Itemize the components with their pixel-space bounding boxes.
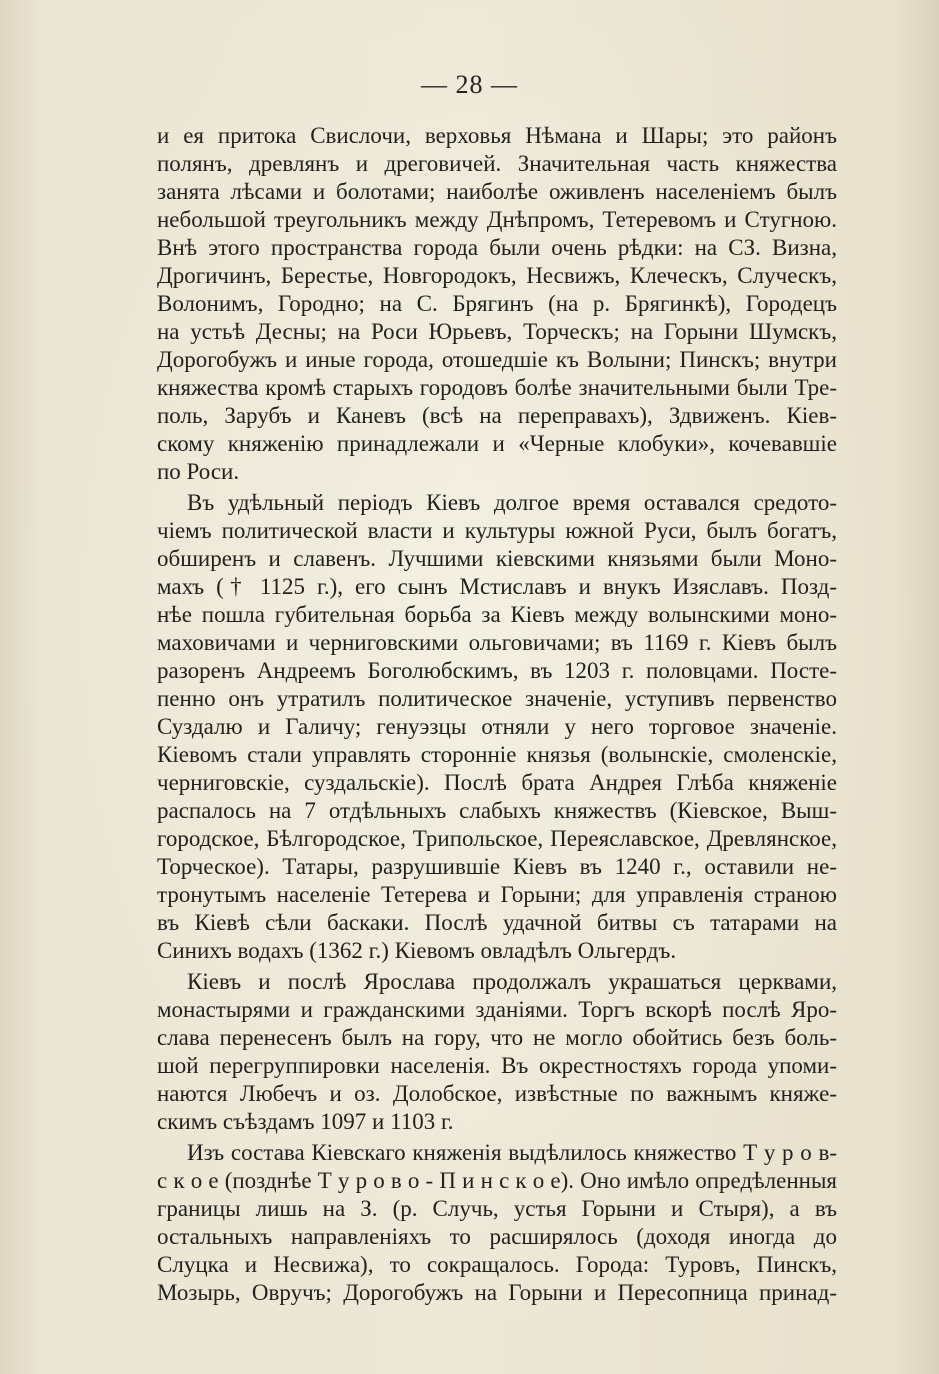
text-line: черниговскіе, суздальскіе). Послѣ брата Андрея Глѣба княженіе [157,770,837,795]
text-line: Кіевъ и послѣ Ярослава продолжалъ украшаться церквами, [187,969,837,994]
text-line: границы лишь на З. (р. Случь, устья Горыни и Стыря), а въ [157,1196,837,1221]
text-line: и ея притока Свислочи, верховья Нѣмана и Шары; это районъ [157,123,837,148]
text-line: на устьѣ Десны; на Роси Юрьевъ, Торческъ; на Горыни Шумскъ, [157,319,837,344]
text-line: небольшой треугольникъ между Днѣпромъ, Тетеревомъ и Стугною. [157,207,837,232]
text-line: въ Кіевѣ сѣли баскаки. Послѣ удачной битвы съ татарами на [157,910,837,935]
text-line: монастырями и гражданскими зданіями. Торгъ вскорѣ послѣ Яро- [157,997,837,1022]
text-line: Дорогобужъ и иные города, отошедшіе къ Волыни; Пинскъ; внутри [157,347,837,372]
text-line: остальныхъ направленіяхъ то расширялось (доходя иногда до [157,1224,837,1249]
text-line: с к о е (позднѣе Т у р о в о - П и н с к о е). Оно имѣло опредѣленныя [157,1168,837,1193]
text-line: маховичами и черниговскими ольговичами; въ 1169 г. Кіевъ былъ [157,630,837,655]
text-line: чіемъ политической власти и культуры южной Руси, былъ богатъ, [157,518,837,543]
text-line: Слуцка и Несвижа), то сокращалось. Города: Туровъ, Пинскъ, [157,1252,837,1277]
text-line: Торческое). Татары, разрушившіе Кіевъ въ 1240 г., оставили не- [157,854,837,879]
text-body [157,122,837,1307]
text-line: тронутымъ населеніе Тетерева и Горыни; для управленія страною [157,882,837,907]
text-line: Волонимъ, Городно; на С. Брягинъ (на р. Брягинкѣ), Городецъ [157,291,837,316]
paragraph-1 [157,122,837,486]
paragraph-3 [157,968,837,1136]
text-line: распалось на 7 отдѣльныхъ слабыхъ княжествъ (Кіевское, Выш- [157,798,837,823]
text-line: Изъ состава Кіевскаго княженія выдѣлилось княжество Т у р о в- [187,1140,837,1165]
text-line: скимъ съѣздамъ 1097 и 1103 г. [157,1109,454,1134]
text-line: скому княженію принадлежали и «Черные клобуки», кочевавшіе [157,431,837,456]
text-line: разоренъ Андреемъ Боголюбскимъ, въ 1203 г. половцами. Посте- [157,658,837,683]
text-line: Въ удѣльный періодъ Кіевъ долгое время оставался средото- [187,490,837,515]
text-line: Суздалю и Галичу; генуэзцы отняли у него торговое значеніе. [157,714,837,739]
text-line: наются Любечъ и оз. Долобское, извѣстные по важнымъ княже- [157,1081,837,1106]
text-line: поль, Заруб‍ъ и Каневъ (всѣ на переправахъ), Здвиженъ. Кіев- [157,403,837,428]
text-line: нѣе пошла губительная борьба за Кіевъ между волынскими моно- [157,602,837,627]
page-number: — 28 — [421,70,518,99]
text-line: слава перенесенъ былъ на гору, что не могло обойтись безъ боль- [157,1025,837,1050]
text-line: пенно онъ утратилъ политическое значеніе, уступивъ первенство [157,686,837,711]
text-line: княжества кромѣ старыхъ городовъ болѣе значительными были Тре- [157,375,837,400]
text-line: Кіевомъ стали управлять сторонніе князья (волынскіе, смоленскіе, [157,742,837,767]
text-line: городское, Бѣлгородское, Трипольское, Переяславское, Древлянское, [157,826,837,851]
text-line: шой перегруппировки населенія. Въ окрестностяхъ города упоми- [157,1053,837,1078]
text-line: по Роси. [157,459,240,484]
text-line: Внѣ этого пространства города были очень рѣдки: на СЗ. Визна, [157,235,837,260]
text-line: Дрогичинъ, Берестье, Новгородокъ, Несвижъ, Клеческъ, Случескъ, [157,263,837,288]
text-line: обширенъ и славенъ. Лучшими кіевскими князьями были Моно- [157,546,837,571]
paragraph-2 [157,489,837,965]
text-line: Синихъ водахъ (1362 г.) Кіевомъ овладѣлъ Ольгердъ. [157,938,677,963]
text-line: полянъ, древлянъ и дреговичей. Значительная часть княжества [157,151,837,176]
text-line: Мозырь, Овручъ; Дорогобужъ на Горыни и Пересопница принад- [157,1280,837,1305]
paragraph-4 [157,1139,837,1307]
text-line: занята лѣсами и болотами; наиболѣе оживленъ населеніемъ былъ [157,179,837,204]
text-line: махъ († 1125 г.), его сынъ Мстиславъ и внукъ Изяславъ. Позд- [157,574,837,599]
